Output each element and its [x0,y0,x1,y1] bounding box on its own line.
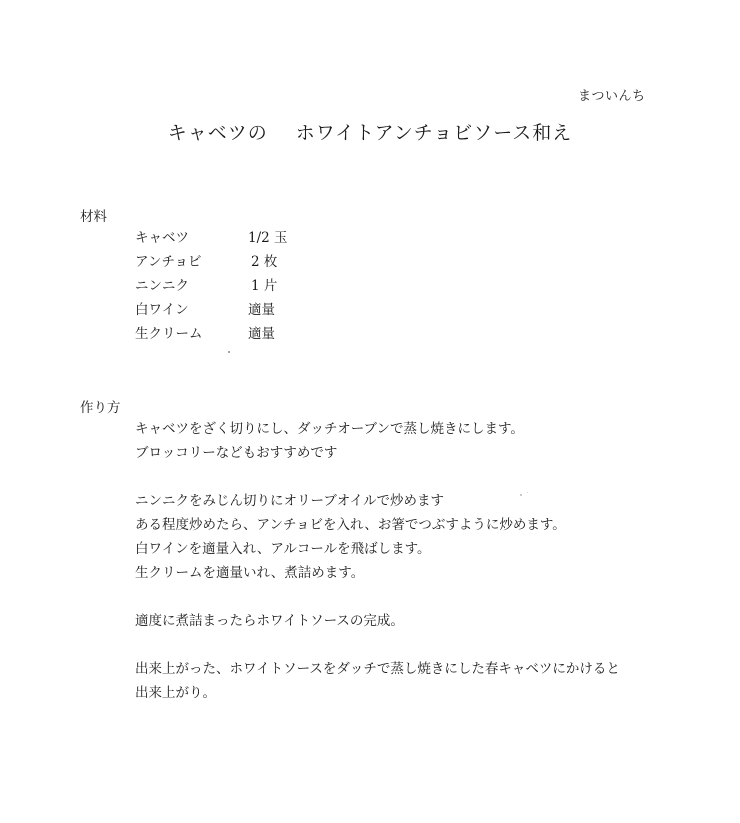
method-line: 出来上がった、ホワイトソースをダッチで蒸し焼きにした春キャベツにかけると [135,661,620,677]
ingredient-qty: 適量 [248,326,275,342]
method-line: 出来上がり。 [135,685,216,701]
method-line: 生クリームを適量いれ、煮詰めます。 [135,565,365,581]
method-line: ブロッコリーなどもおすすめです [135,445,338,461]
ingredients-list [135,226,395,346]
ingredient-name: 白ワイン [135,302,189,318]
method-heading: 作り方 [80,400,121,416]
ingredient-qty: 適量 [248,302,275,318]
method-steps [135,417,705,705]
ingredient-name: ニンニク [135,278,189,294]
scan-speck [520,494,522,496]
method-blank-line [135,465,705,489]
method-line: ある程度炒めたら、アンチョビを入れ、お箸でつぶすように炒めます。 [135,517,566,533]
ingredient-name: 生クリーム [135,326,203,342]
ingredient-name: キャベツ [135,230,189,246]
ingredient-qty: 1/2 玉 [248,230,288,246]
ingredient-qty: 2 枚 [251,254,278,270]
ingredient-row [135,274,395,298]
recipe-title [0,118,740,145]
ingredient-row [135,226,395,250]
scan-speck [228,351,230,353]
method-line: キャベツをざく切りにし、ダッチオーブンで蒸し焼きにします。 [135,421,524,437]
scan-speck [527,492,528,493]
author-name: まついんち [578,89,646,104]
ingredient-qty: 1 片 [251,278,278,294]
ingredients-heading: 材料 [80,209,107,225]
ingredient-name: アンチョビ [135,254,202,270]
ingredient-row [135,322,395,346]
ingredient-row [135,298,395,322]
method-line: 白ワインを適量入れ、アルコールを飛ばします。 [135,541,431,557]
method-line: 適度に煮詰まったらホワイトソースの完成。 [135,613,404,629]
method-line: ニンニクをみじん切りにオリーブオイルで炒めます [135,493,445,509]
method-blank-line [135,633,705,657]
method-blank-line [135,585,705,609]
ingredient-row [135,250,395,274]
recipe-title-part1: キャベツの [167,122,268,144]
recipe-title-part2: ホワイトアンチョビソース和え [295,122,573,144]
